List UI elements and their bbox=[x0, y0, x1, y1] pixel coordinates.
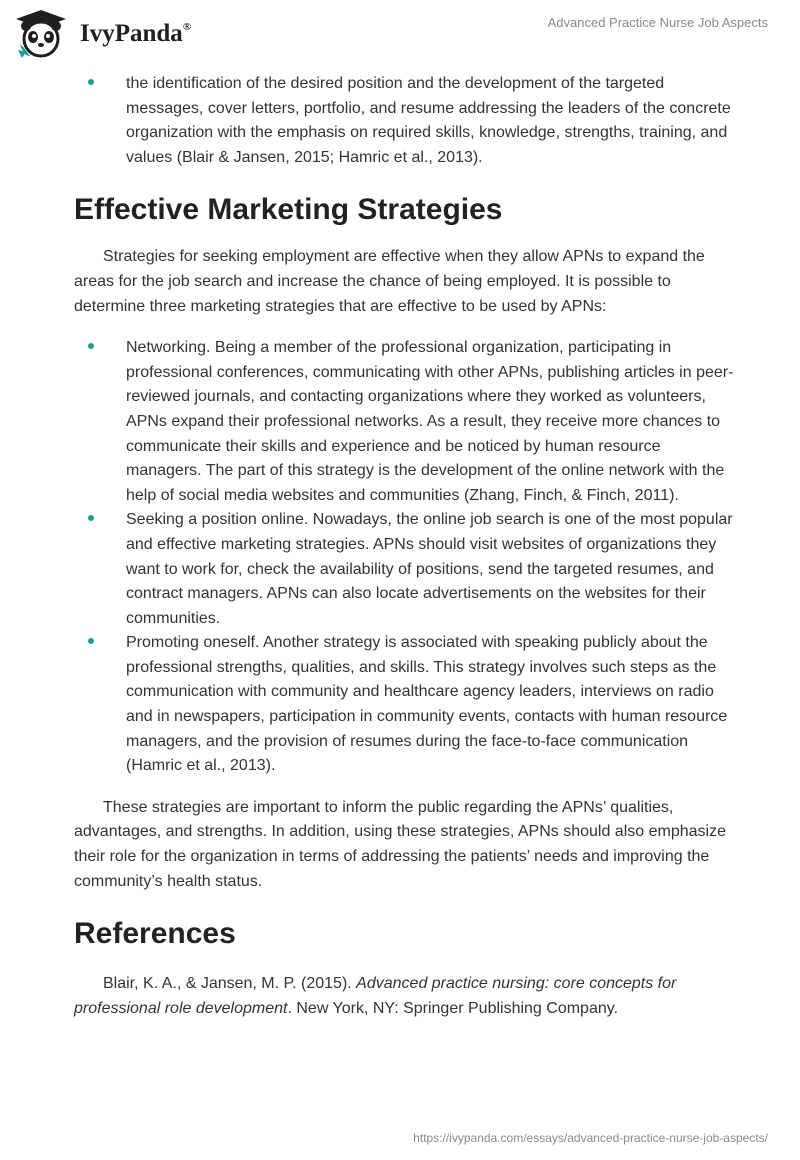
reference-title: Advanced practice nursing: core concepts for professional role development bbox=[74, 975, 677, 1017]
page-header bbox=[0, 0, 800, 70]
source-url[interactable]: https://ivypanda.com/essays/advanced-practice-nurse-job-aspects/ bbox=[413, 1131, 768, 1145]
list-item: the identification of the desired position and the development of the targeted messages, cover letters, portfolio, and resume addressing the leaders of the concrete organization with the emphasis on required skills, knowledge, strengths, training, and values (Blair & Jansen, 2015; Hamric et al., 2013). bbox=[74, 72, 734, 170]
document-title: Advanced Practice Nurse Job Aspects bbox=[547, 15, 768, 30]
ivypanda-logo[interactable] bbox=[12, 8, 192, 60]
panda-graduation-cap-icon bbox=[12, 8, 70, 60]
teal-dot-icon bbox=[88, 638, 94, 644]
reference-entry: Blair, K. A., & Jansen, M. P. (2015). Advanced practice nursing: core concepts for professional role development. New York, NY: Springer Publishing Company. bbox=[74, 975, 677, 1017]
article-content bbox=[74, 70, 734, 1021]
strategies-bullet-list bbox=[74, 336, 734, 779]
list-item: Seeking a position online. Nowadays, the online job search is one of the most popular and effective marketing strategies. APNs should visit websites of organizations they want to work for, check the availability of positions, send the targeted resumes, and contract managers. APNs can also locate advertisements on the websites for their communities. bbox=[74, 508, 734, 631]
teal-dot-icon bbox=[88, 343, 94, 349]
intro-bullet-list bbox=[74, 72, 734, 170]
section-heading-references: References bbox=[74, 917, 236, 951]
conclusion-paragraph: These strategies are important to inform the public regarding the APNs’ qualities, advantages, and strengths. In addition, using these strategies, APNs should also emphasize their role for the organization in terms of addressing the patients’ needs and improving the community’s health status. bbox=[74, 798, 726, 890]
teal-dot-icon bbox=[88, 79, 94, 85]
teal-dot-icon bbox=[88, 515, 94, 521]
section-heading-marketing-strategies: Effective Marketing Strategies bbox=[74, 193, 503, 227]
brand-name: IvyPanda® bbox=[80, 20, 192, 47]
section-intro-paragraph: Strategies for seeking employment are effective when they allow APNs to expand the areas for the job search and increase the chance of being employed. It is possible to determine three marketing strategies that are effective to be used by APNs: bbox=[74, 248, 705, 315]
list-item: Promoting oneself. Another strategy is associated with speaking publicly about the professional strengths, qualities, and skills. This strategy involves such steps as the communication with community and healthcare agency leaders, interviews on radio and in newspapers, participation in community events, contacts with human resource managers, and the provision of resumes during the face-to-face communication (Hamric et al., 2013). bbox=[74, 631, 734, 779]
list-item: Networking. Being a member of the professional organization, participating in professional conferences, communicating with other APNs, publishing articles in peer-reviewed journals, and contacting organizations where they worked as volunteers, APNs expand their professional networks. As a result, they receive more chances to communicate their skills and experience and be noticed by human resource managers. The part of this strategy is the development of the online network with the help of social media websites and communities (Zhang, Finch, & Finch, 2011). bbox=[74, 336, 734, 508]
